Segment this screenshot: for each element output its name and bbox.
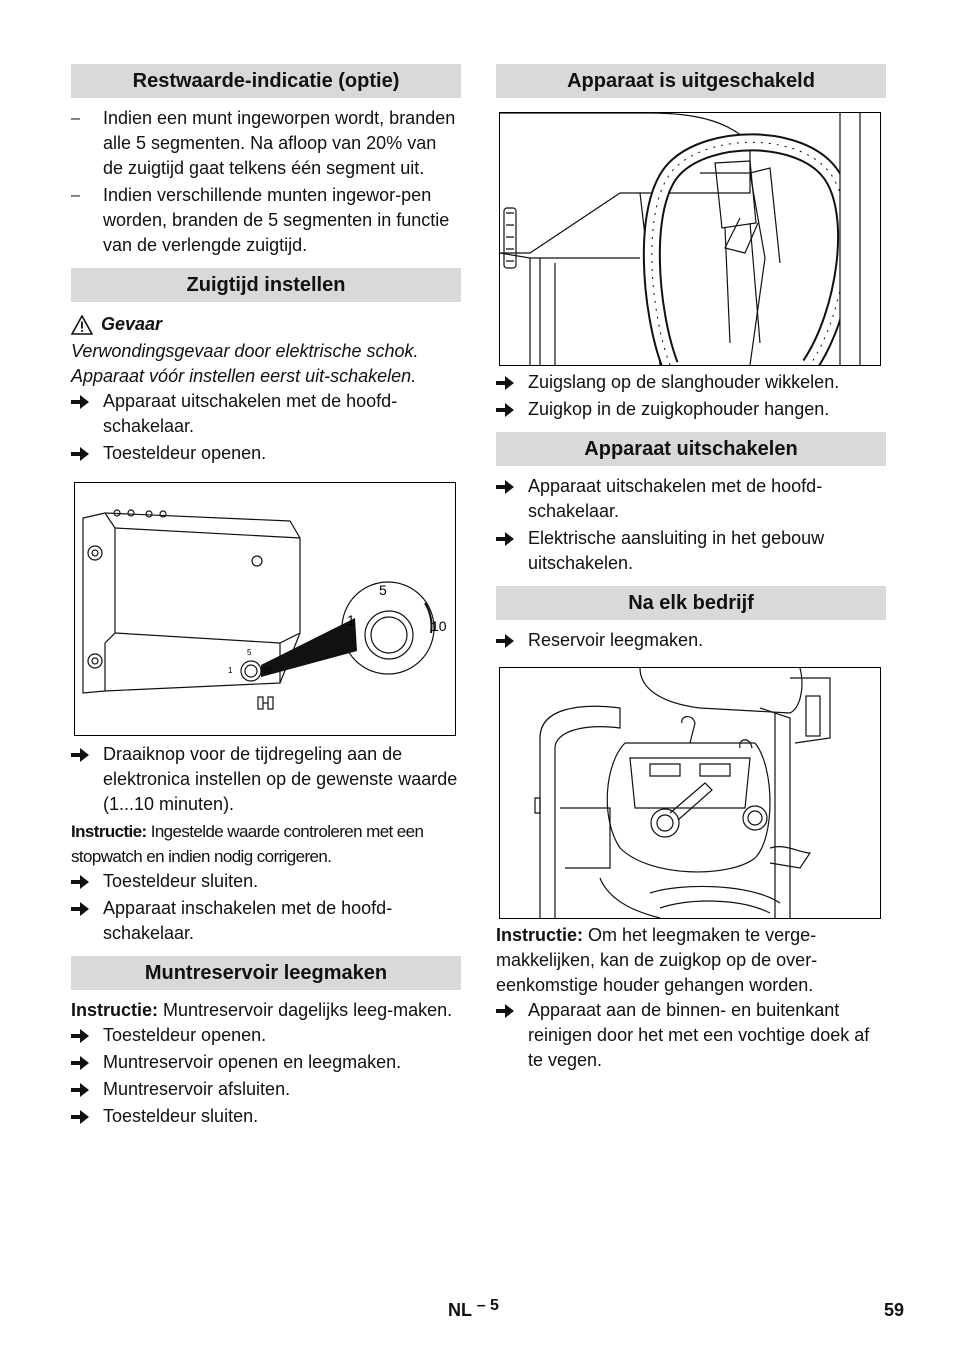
left-column — [71, 64, 461, 1131]
section-heading-muntreservoir: Muntreservoir leegmaken — [71, 956, 461, 990]
arrow-right-icon — [496, 532, 514, 546]
dash-bullet: – — [71, 110, 80, 127]
small-dial-label-max: 10 — [263, 666, 272, 675]
danger-text: Verwondingsgevaar door elektrische schok. Apparaat vóór instellen eerst uit-schakelen. — [71, 341, 419, 386]
instruction-note: Instructie: Muntreservoir dagelijks leeg-maken. — [71, 1000, 453, 1020]
control-box-illustration — [75, 483, 455, 735]
step-item: Apparaat inschakelen met de hoofd-schakelaar. — [71, 896, 461, 946]
small-dial-label-mid: 5 — [247, 648, 252, 657]
step-item: Apparaat aan de binnen- en buitenkant reinigen door het met een vochtige doek af te vegen. — [496, 998, 886, 1073]
arrow-right-icon — [71, 447, 89, 461]
arrow-right-icon — [71, 395, 89, 409]
hose-holder-illustration — [500, 113, 880, 365]
arrow-right-icon — [71, 1110, 89, 1124]
arrow-right-icon — [496, 376, 514, 390]
section-heading-uitschakelen: Apparaat uitschakelen — [496, 432, 886, 466]
arrow-right-icon — [71, 1056, 89, 1070]
section-heading-uitgeschakeld: Apparaat is uitgeschakeld — [496, 64, 886, 98]
arrow-right-icon — [71, 1029, 89, 1043]
reservoir-illustration — [500, 668, 880, 918]
step-item: Zuigkop in de zuigkophouder hangen. — [496, 397, 886, 422]
arrow-right-icon — [71, 1083, 89, 1097]
step-item: Toesteldeur sluiten. — [71, 869, 461, 894]
step-item: Toesteldeur openen. — [71, 1023, 461, 1048]
step-item: Apparaat uitschakelen met de hoofd-schakelaar. — [496, 474, 886, 524]
step-item: Toesteldeur openen. — [71, 441, 461, 466]
step-item: Muntreservoir openen en leegmaken. — [71, 1050, 461, 1075]
section-heading-zuigtijd: Zuigtijd instellen — [71, 268, 461, 302]
step-item: Elektrische aansluiting in het gebouw uitschakelen. — [496, 526, 886, 576]
arrow-right-icon — [71, 902, 89, 916]
small-dial-label-min: 1 — [228, 666, 233, 675]
list-item: – Indien een munt ingeworpen wordt, branden alle 5 segmenten. Na afloop van 20% van de zuigtijd gaat telkens één segment uit. — [71, 108, 456, 178]
dial-label-min: 1 — [347, 612, 355, 628]
step-item: Draaiknop voor de tijdregeling aan de elektronica instellen op de gewenste waarde (1...10 minuten). — [71, 742, 461, 817]
arrow-right-icon — [496, 1004, 514, 1018]
dial-label-mid: 5 — [379, 582, 387, 598]
arrow-right-icon — [71, 875, 89, 889]
right-column — [496, 64, 886, 1075]
page-number: 59 — [884, 1300, 905, 1320]
instruction-note: Instructie: Om het leegmaken te verge-makkelijken, kan de zuigkop op de over-eenkomstige houder gehangen worden. — [496, 925, 818, 995]
footer-language: NL – 5 — [448, 1297, 499, 1320]
step-item: Apparaat uitschakelen met de hoofd-schakelaar. — [71, 389, 461, 439]
warning-triangle-icon — [71, 315, 93, 335]
arrow-right-icon — [71, 748, 89, 762]
arrow-right-icon — [496, 634, 514, 648]
instruction-note: Instructie: Ingestelde waarde controleren met een stopwatch en indien nodig corrigeren. — [71, 822, 424, 866]
dial-label-max: 10 — [431, 618, 447, 634]
step-item: Muntreservoir afsluiten. — [71, 1077, 461, 1102]
arrow-right-icon — [496, 403, 514, 417]
step-item: Zuigslang op de slanghouder wikkelen. — [496, 370, 886, 395]
step-item: Reservoir leegmaken. — [496, 628, 886, 653]
list-item: – Indien verschillende munten ingewor-pen worden, branden de 5 segmenten in functie van de verlengde zuigtijd. — [71, 185, 450, 255]
footer-subpage: – 5 — [476, 1297, 499, 1314]
figure-hose-holder — [499, 112, 881, 366]
section-heading-na-elk-bedrijf: Na elk bedrijf — [496, 586, 886, 620]
dash-bullet: – — [71, 187, 80, 204]
section-heading-restwaarde: Restwaarde-indicatie (optie) — [71, 64, 461, 98]
figure-timer-dial — [74, 482, 456, 736]
figure-reservoir — [499, 667, 881, 919]
danger-heading: Gevaar — [71, 314, 461, 335]
step-item: Toesteldeur sluiten. — [71, 1104, 461, 1129]
arrow-right-icon — [496, 480, 514, 494]
